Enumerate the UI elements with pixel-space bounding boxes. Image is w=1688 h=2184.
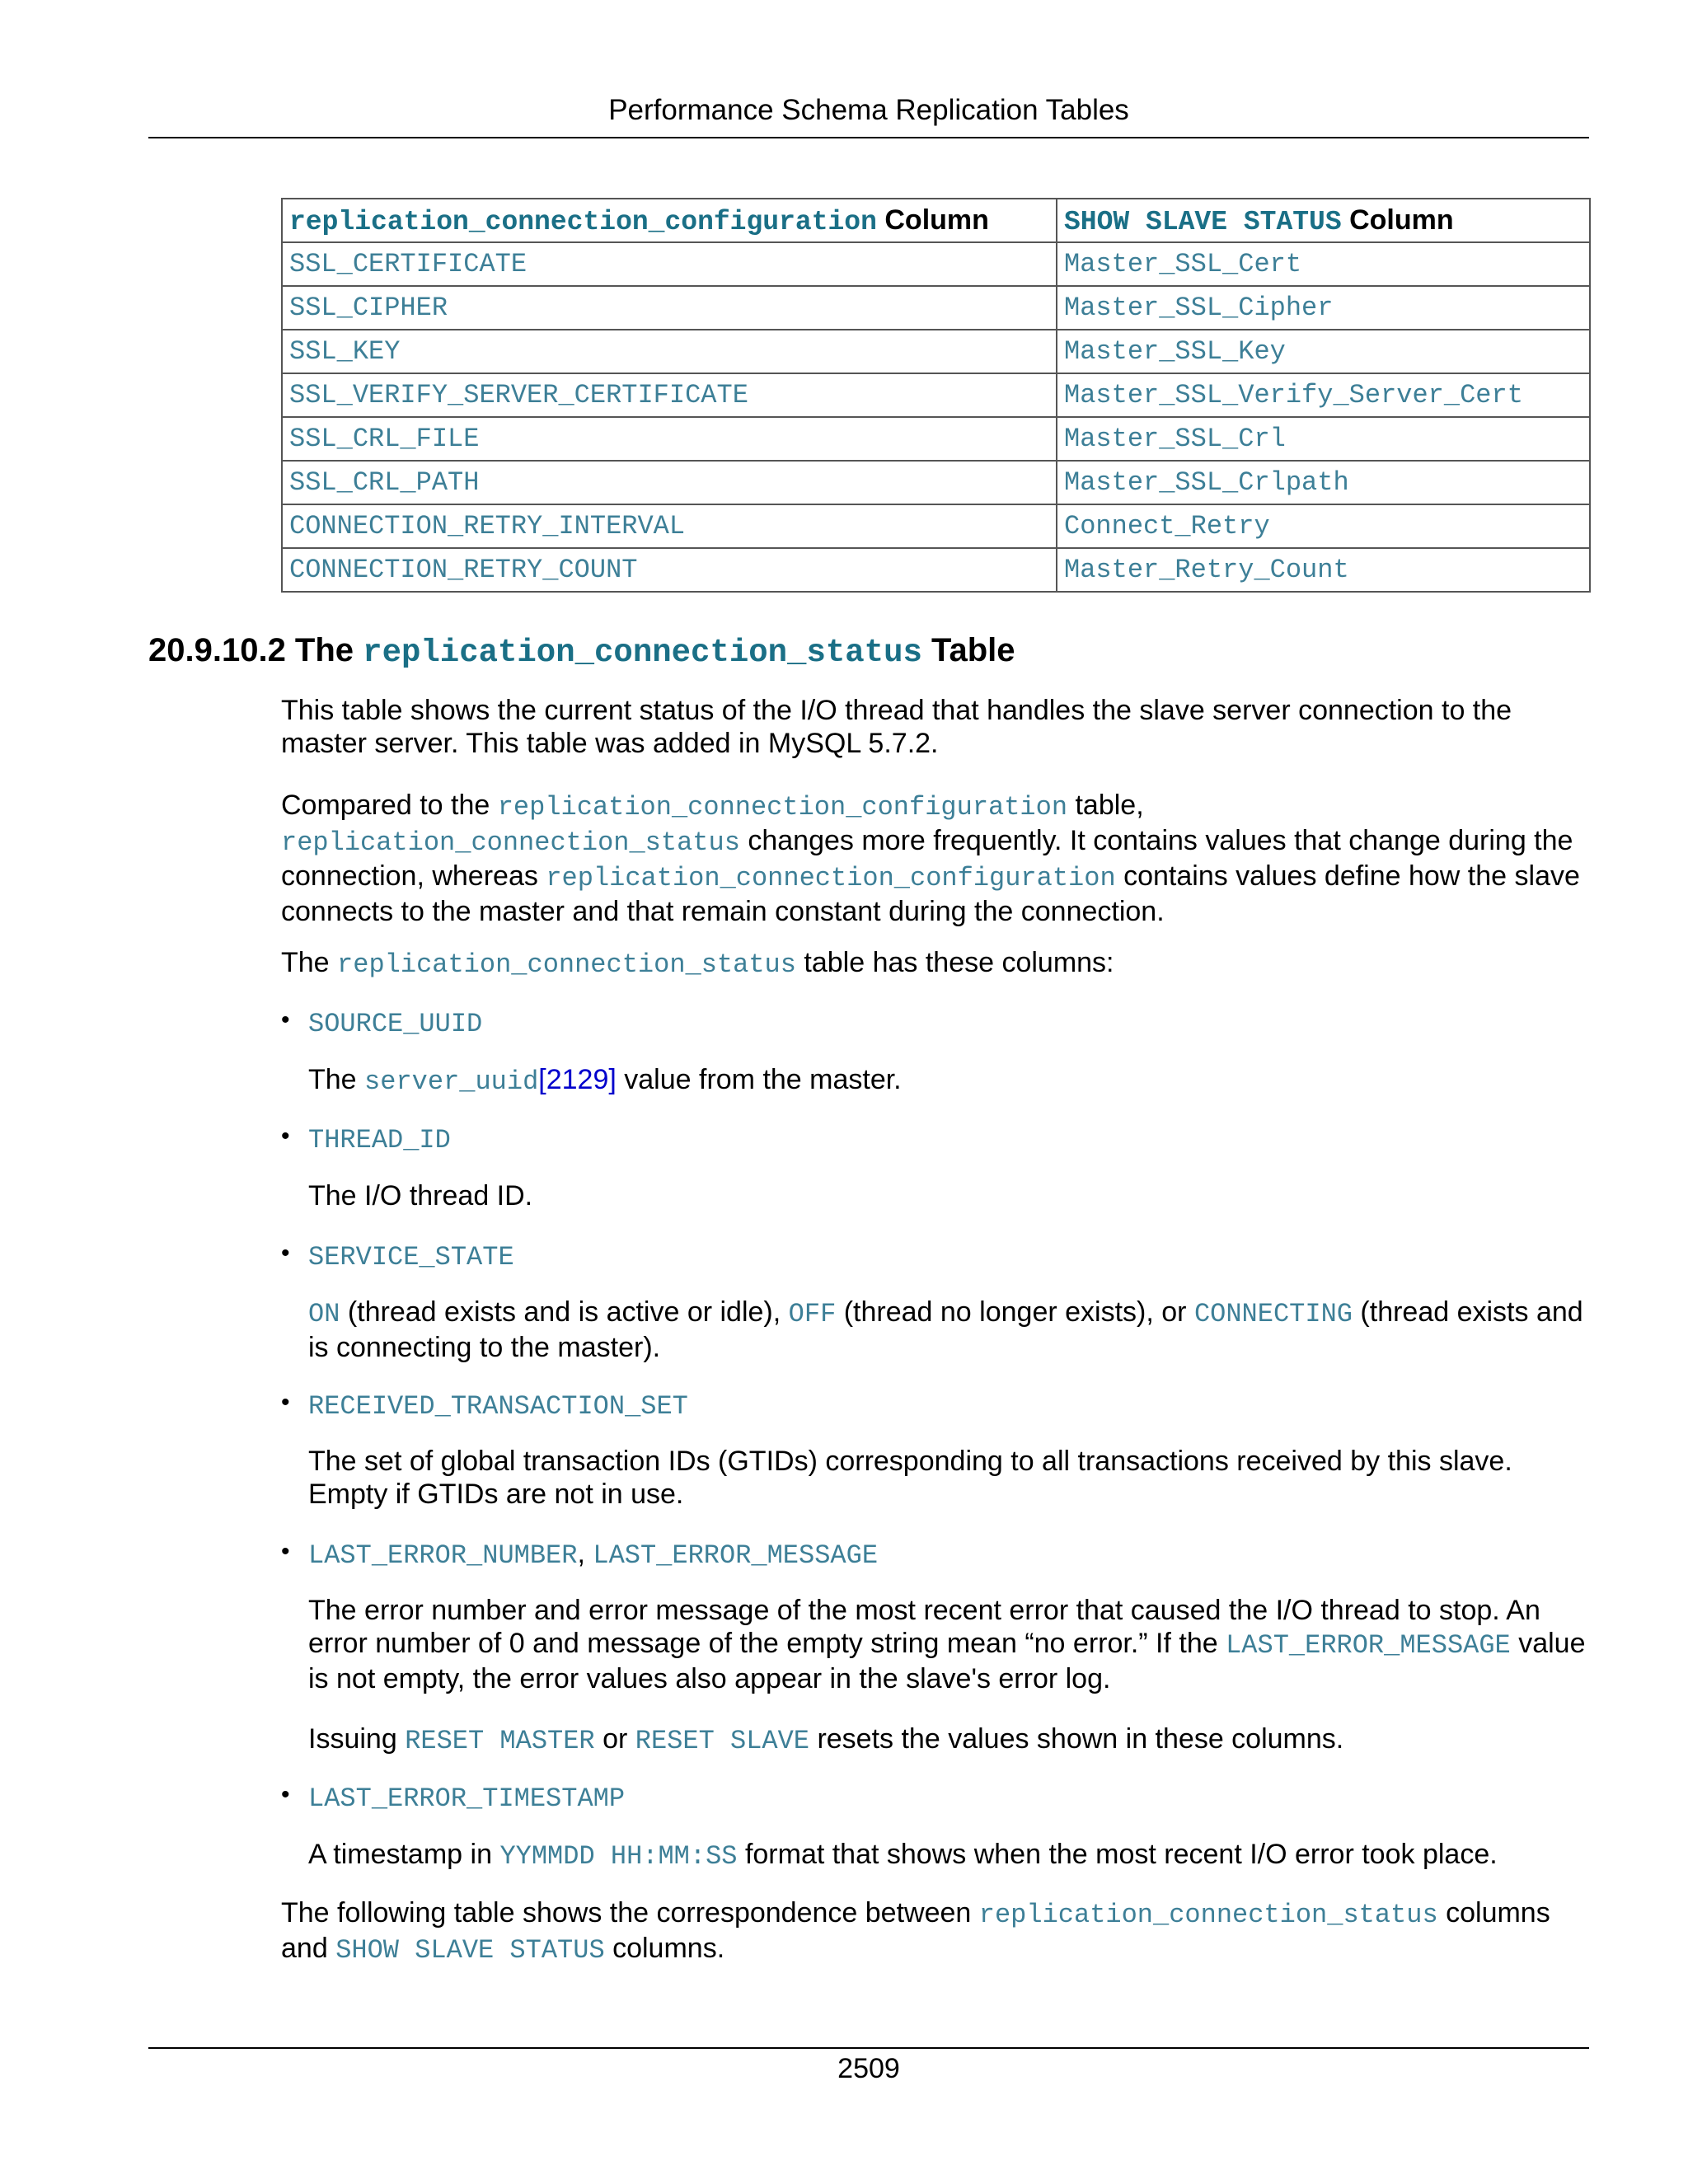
table-cell-config[interactable]: SSL_CERTIFICATE (282, 242, 1057, 286)
code-link[interactable]: YYMMDD HH:MM:SS (499, 1841, 738, 1872)
table-row (282, 461, 1590, 504)
running-header: Performance Schema Replication Tables (608, 94, 1129, 126)
code-link[interactable]: SHOW SLAVE STATUS (335, 1935, 605, 1966)
table-cell-status[interactable]: Master_SSL_Crl (1057, 417, 1590, 461)
column-name-received-transaction-set: RECEIVED_TRANSACTION_SET (308, 1391, 688, 1422)
table-header-status: SHOW SLAVE STATUS Column (1057, 199, 1590, 242)
bullet-icon: • (281, 1781, 290, 1808)
table-row (282, 242, 1590, 286)
code-link[interactable]: OFF (788, 1299, 837, 1329)
section-heading: 20.9.10.2 The replication_connection_status Table (148, 632, 1015, 671)
column-name-source-uuid: SOURCE_UUID (308, 1009, 483, 1039)
table-cell-config[interactable]: SSL_CIPHER (282, 286, 1057, 330)
column-desc-reset-note: Issuing RESET MASTER or RESET SLAVE resets the values shown in these columns. (308, 1723, 1344, 1756)
table-cell-status[interactable]: Master_Retry_Count (1057, 548, 1590, 592)
column-desc-received-transaction-set: The set of global transaction IDs (GTIDs) corresponding to all transactions received by this slave. Empty if GTIDs are not in use. (308, 1446, 1512, 1510)
table-cell-status[interactable]: Master_SSL_Cert (1057, 242, 1590, 286)
columns-intro-paragraph: The replication_connection_status table has these columns: (281, 947, 1114, 980)
table-cell-config[interactable]: SSL_KEY (282, 330, 1057, 373)
bullet-icon: • (281, 1538, 290, 1565)
table-cell-config[interactable]: CONNECTION_RETRY_INTERVAL (282, 504, 1057, 548)
code-link[interactable]: ON (308, 1299, 340, 1329)
column-name-last-error-timestamp: LAST_ERROR_TIMESTAMP (308, 1783, 626, 1814)
bullet-icon: • (281, 1240, 290, 1267)
header-rule (148, 137, 1589, 138)
table-cell-config[interactable]: SSL_VERIFY_SERVER_CERTIFICATE (282, 373, 1057, 417)
code-link[interactable]: replication_connection_status (337, 949, 796, 980)
code-link[interactable]: CONNECTING (1193, 1299, 1353, 1329)
table-cell-config[interactable]: CONNECTION_RETRY_COUNT (282, 548, 1057, 592)
table-row (282, 548, 1590, 592)
table-header-config: replication_connection_configuration Column (282, 199, 1057, 242)
table-cell-config[interactable]: SSL_CRL_PATH (282, 461, 1057, 504)
footer-rule (148, 2047, 1589, 2049)
table-cell-status[interactable]: Connect_Retry (1057, 504, 1590, 548)
table-row (282, 504, 1590, 548)
code-link[interactable]: replication_connection_configuration (497, 792, 1068, 823)
intro-paragraph: This table shows the current status of the I/O thread that handles the slave server connection to the master server. This table was added in MySQL 5.7.2. (281, 695, 1512, 759)
code-link[interactable]: LAST_ERROR_MESSAGE (1226, 1630, 1511, 1661)
code-link[interactable]: RESET MASTER (405, 1726, 595, 1756)
code-link[interactable]: RESET SLAVE (635, 1726, 809, 1756)
bullet-icon: • (281, 1006, 290, 1033)
column-desc-last-error-timestamp: A timestamp in YYMMDD HH:MM:SS format that shows when the most recent I/O error took place. (308, 1839, 1498, 1872)
column-desc-last-error: The error number and error message of the most recent error that caused the I/O thread to stop. An error number of 0 and message of the empty string mean “no error.” If the LAST_ERROR_MESSAGE value is not empty, the error values also appear in the slave's error log. (308, 1595, 1586, 1694)
table-row (282, 286, 1590, 330)
table-row (282, 330, 1590, 373)
bullet-icon: • (281, 1122, 290, 1150)
bullet-icon: • (281, 1389, 290, 1416)
table-cell-status[interactable]: Master_SSL_Crlpath (1057, 461, 1590, 504)
code-link[interactable]: replication_connection_configuration (546, 863, 1116, 893)
code-link[interactable]: server_uuid (364, 1066, 539, 1097)
column-desc-service-state: ON (thread exists and is active or idle), OFF (thread no longer exists), or CONNECTING (thread exists and is connecting to the master). (308, 1296, 1583, 1363)
table-cell-status[interactable]: Master_SSL_Key (1057, 330, 1590, 373)
page-number: 2509 (837, 2053, 900, 2084)
code-link[interactable]: replication_connection_status (281, 827, 740, 858)
table-cell-config[interactable]: SSL_CRL_FILE (282, 417, 1057, 461)
page-ref-link[interactable]: [2129] (538, 1064, 617, 1095)
table-row (282, 373, 1590, 417)
column-name-thread-id: THREAD_ID (308, 1125, 451, 1155)
table-header-row (282, 199, 1590, 242)
column-name-last-error: LAST_ERROR_NUMBER, LAST_ERROR_MESSAGE (308, 1538, 879, 1571)
closing-paragraph: The following table shows the correspondence between replication_connection_status columns and SHOW SLAVE STATUS columns. (281, 1897, 1550, 1966)
code-link[interactable]: replication_connection_status (978, 1900, 1438, 1930)
column-name-service-state: SERVICE_STATE (308, 1242, 514, 1272)
column-desc-source-uuid: The server_uuid[2129] value from the master. (308, 1064, 902, 1097)
section-table-name[interactable]: replication_connection_status (363, 635, 922, 671)
table-cell-status[interactable]: Master_SSL_Cipher (1057, 286, 1590, 330)
comparison-paragraph: Compared to the replication_connection_configuration table, replication_connection_status changes more frequently. It contains values that change during the connection, whereas replication_connection_configuration contains values define how the slave connects to the master and that remain constant during the connection. (281, 790, 1580, 927)
column-mapping-table (281, 198, 1591, 593)
table-row (282, 417, 1590, 461)
column-desc-thread-id: The I/O thread ID. (308, 1180, 533, 1212)
table-cell-status[interactable]: Master_SSL_Verify_Server_Cert (1057, 373, 1590, 417)
